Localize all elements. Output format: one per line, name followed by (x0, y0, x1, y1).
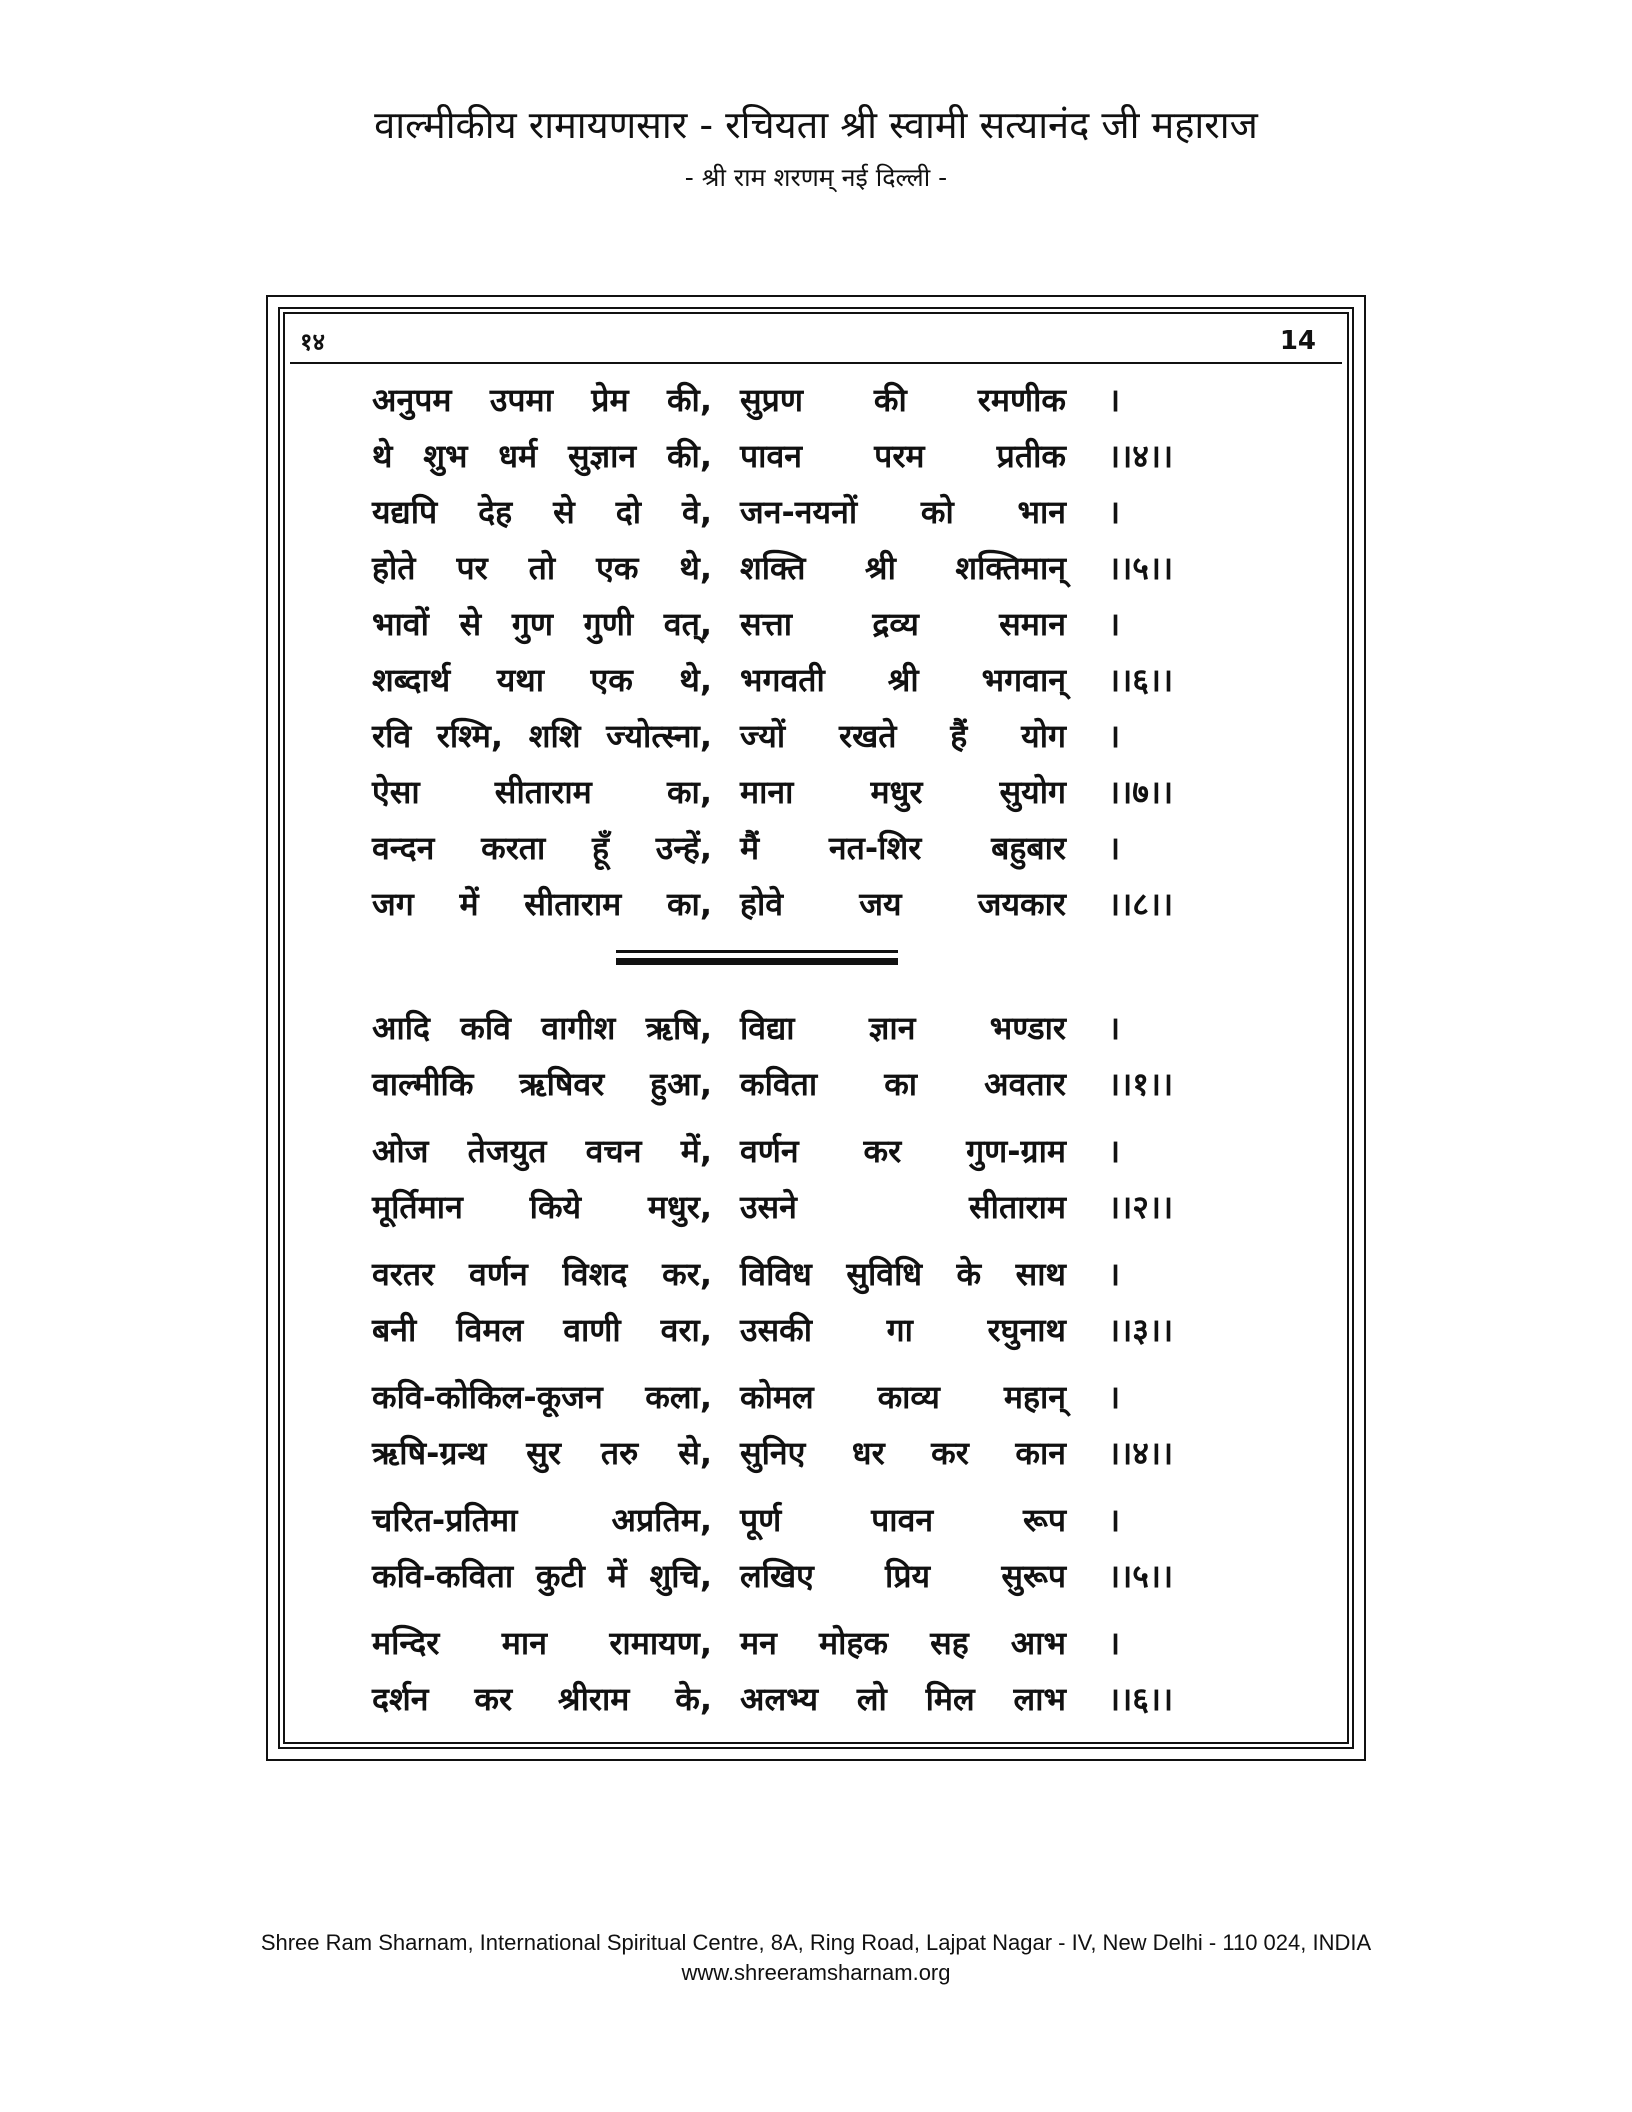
verse-marker: ।।४।। (1108, 1434, 1174, 1472)
verse-first-half: जग में सीताराम का, (372, 885, 712, 923)
verse-marker: । (1108, 829, 1121, 867)
verse-first-half: थे शुभ धर्म सुज्ञान की, (372, 437, 712, 475)
verse-first-half: होते पर तो एक थे, (372, 549, 712, 587)
page-header-title: वाल्मीकीय रामायणसार - रचियता श्री स्वामी सत्यानंद जी महाराज (374, 103, 1258, 147)
verse-marker: ।।५।। (1108, 1557, 1174, 1595)
verse-second-half: पावन परम प्रतीक (740, 437, 1066, 475)
verse-marker: ।।६।। (1108, 1680, 1174, 1718)
verse-second-half: कोमल काव्य महान् (740, 1378, 1066, 1416)
verse-first-half: आदि कवि वागीश ऋषि, (372, 1009, 712, 1047)
verse-first-half: मूर्तिमान किये मधुर, (372, 1188, 712, 1226)
verse-line (0, 1671, 1632, 1727)
verse-second-half: ज्यों रखते हैं योग (740, 717, 1066, 755)
verse-second-half: सुप्रण की रमणीक (740, 381, 1066, 419)
verse-first-half: शब्दार्थ यथा एक थे, (372, 661, 712, 699)
verse-first-half: ऐसा सीताराम का, (372, 773, 712, 811)
verse-second-half: मन मोहक सह आभ (740, 1624, 1066, 1662)
verse-second-half: सुनिए धर कर कान (740, 1434, 1066, 1472)
verse-first-half: अनुपम उपमा प्रेम की, (372, 381, 712, 419)
verse-second-half: होवे जय जयकार (740, 885, 1066, 923)
verse-marker: । (1108, 717, 1121, 755)
verse-line (0, 1000, 1632, 1056)
verse-marker: ।।१।। (1108, 1065, 1174, 1103)
verse-line (0, 708, 1632, 764)
verse-second-half: माना मधुर सुयोग (740, 773, 1066, 811)
section-divider-thick (616, 958, 898, 965)
verse-second-half: शक्ति श्री शक्तिमान् (740, 549, 1066, 587)
verse-first-half: रवि रश्मि, शशि ज्योत्स्ना, (372, 717, 712, 755)
section-divider-thin (616, 950, 898, 953)
footer-address: Shree Ram Sharnam, International Spiritual Centre, 8A, Ring Road, Lajpat Nagar - IV, New Delhi - 110 024, INDIA (260, 1930, 1372, 1955)
verse-first-half: भावों से गुण गुणी वत्, (372, 605, 712, 643)
verse-line (0, 1548, 1632, 1604)
verse-first-half: ऋषि-ग्रन्थ सुर तरु से, (372, 1434, 712, 1472)
verse-line (0, 596, 1632, 652)
verse-line (0, 764, 1632, 820)
page-header-subtitle: - श्री राम शरणम् नई दिल्ली - (684, 163, 948, 192)
verse-marker: ।।३।। (1108, 1311, 1174, 1349)
verse-second-half: कविता का अवतार (740, 1065, 1066, 1103)
verse-marker: । (1108, 1132, 1121, 1170)
verse-marker: । (1108, 1255, 1121, 1293)
verse-line (0, 820, 1632, 876)
verse-first-half: वन्दन करता हूँ उन्हें, (372, 829, 712, 867)
verse-first-half: बनी विमल वाणी वरा, (372, 1311, 712, 1349)
verse-marker: । (1108, 1501, 1121, 1539)
verse-second-half: भगवती श्री भगवान् (740, 661, 1066, 699)
page-number-latin: 14 (1279, 326, 1316, 356)
verse-line (0, 652, 1632, 708)
verse-marker: । (1108, 381, 1121, 419)
verse-second-half: सत्ता द्रव्य समान (740, 605, 1066, 643)
verse-line (0, 1425, 1632, 1481)
verse-line (0, 1492, 1632, 1548)
verse-line (0, 1615, 1632, 1671)
verse-marker: । (1108, 605, 1121, 643)
verse-first-half: मन्दिर मान रामायण, (372, 1624, 712, 1662)
verse-second-half: लखिए प्रिय सुरूप (740, 1557, 1066, 1595)
verse-second-half: मैं नत-शिर बहुबार (740, 829, 1066, 867)
verse-second-half: विद्या ज्ञान भण्डार (740, 1009, 1066, 1047)
verse-first-half: चरित-प्रतिमा अप्रतिम, (372, 1501, 712, 1539)
verse-line (0, 1123, 1632, 1179)
verse-line (0, 1302, 1632, 1358)
verse-marker: । (1108, 1378, 1121, 1416)
verse-marker: ।।२।। (1108, 1188, 1174, 1226)
verse-marker: ।।७।। (1108, 773, 1174, 811)
verse-second-half: अलभ्य लो मिल लाभ (740, 1680, 1066, 1718)
verse-second-half: उसकी गा रघुनाथ (740, 1311, 1066, 1349)
verse-marker: ।।४।। (1108, 437, 1174, 475)
verse-first-half: कवि-कविता कुटी में शुचि, (372, 1557, 712, 1595)
verse-second-half: उसने सीताराम (740, 1188, 1066, 1226)
verse-first-half: कवि-कोकिल-कूजन कला, (372, 1378, 712, 1416)
verse-line (0, 372, 1632, 428)
verse-first-half: वाल्मीकि ऋषिवर हुआ, (372, 1065, 712, 1103)
verse-second-half: पूर्ण पावन रूप (740, 1501, 1066, 1539)
verse-marker: ।।६।। (1108, 661, 1174, 699)
page-number-devanagari: १४ (300, 328, 325, 356)
verse-line (0, 876, 1632, 932)
verse-second-half: जन-नयनों को भान (740, 493, 1066, 531)
verse-marker: । (1108, 1009, 1121, 1047)
verse-line (0, 484, 1632, 540)
verse-second-half: वर्णन कर गुण-ग्राम (740, 1132, 1066, 1170)
page-number-rule (290, 362, 1342, 364)
verse-first-half: ओज तेजयुत वचन में, (372, 1132, 712, 1170)
verse-marker: ।।८।। (1108, 885, 1174, 923)
verse-line (0, 1369, 1632, 1425)
verse-line (0, 428, 1632, 484)
verse-line (0, 1246, 1632, 1302)
verse-first-half: दर्शन कर श्रीराम के, (372, 1680, 712, 1718)
verse-first-half: वरतर वर्णन विशद कर, (372, 1255, 712, 1293)
verse-marker: । (1108, 493, 1121, 531)
verse-line (0, 1179, 1632, 1235)
verse-line (0, 1056, 1632, 1112)
verse-marker: । (1108, 1624, 1121, 1662)
verse-second-half: विविध सुविधि के साथ (740, 1255, 1066, 1293)
verse-marker: ।।५।। (1108, 549, 1174, 587)
footer-website-link[interactable]: www.shreeramsharnam.org (681, 1960, 951, 1985)
verse-line (0, 540, 1632, 596)
verse-first-half: यद्यपि देह से दो वे, (372, 493, 712, 531)
